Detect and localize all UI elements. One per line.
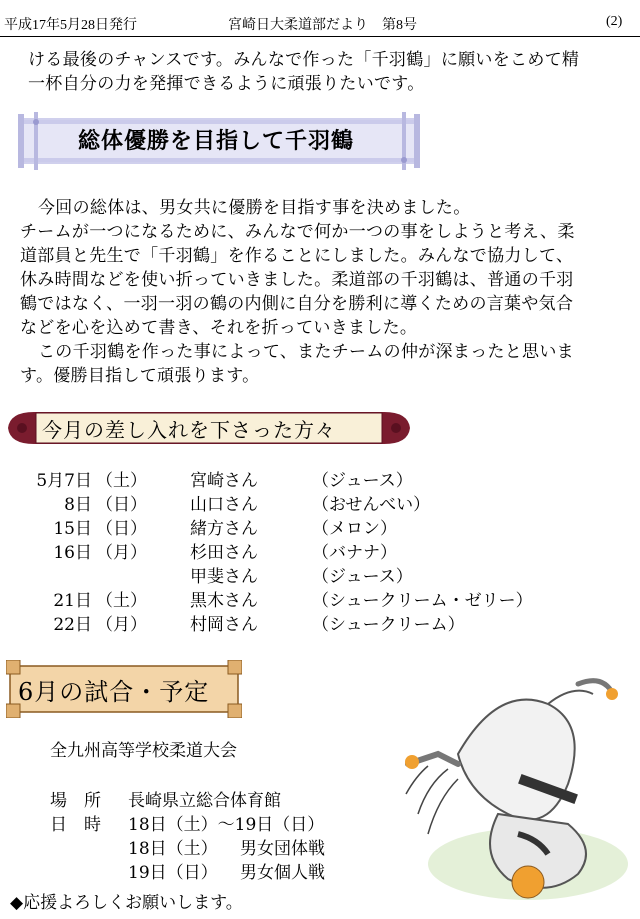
list-item: 15日 （日） 緒方さん （メロン）	[53, 519, 397, 539]
place-row: 場 所 長崎県立総合体育館	[50, 791, 281, 811]
issue-date: 平成17年5月28日発行	[4, 18, 137, 33]
judo-throw-illustration	[398, 664, 638, 914]
june-schedule-heading: 6月の試合・予定	[18, 678, 210, 706]
donations-heading: 今月の差し入れを下さった方々	[42, 418, 336, 442]
list-item: 21日 （土） 黒木さん （シュークリーム・ゼリー）	[53, 591, 533, 611]
event-schedule	[50, 786, 380, 882]
individual-event-row: 19日（日） 男女個人戦	[128, 863, 325, 883]
intro-paragraph	[20, 48, 630, 96]
page-number: (2)	[606, 14, 623, 29]
paragraph-line: 今回の総体は、男女共に優勝を目指す事を決めました。	[38, 198, 471, 218]
list-item: 甲斐さん （ジュース）	[190, 567, 413, 587]
newsletter-title: 宮崎日大柔道部だより 第8号	[228, 18, 417, 33]
closing-message: ◆応援よろしくお願いします。	[10, 893, 243, 913]
event-name: 全九州高等学校柔道大会	[50, 741, 237, 761]
donations-heading-banner	[8, 408, 410, 448]
intro-line-2: 一杯自分の力を発揮できるように頑張りたいです。	[28, 74, 425, 94]
header-rule	[0, 36, 640, 37]
intro-line-1: ける最後のチャンスです。みんなで作った「千羽鶴」に願いをこめて精	[28, 50, 580, 70]
paragraph-line: 道部員と先生で「千羽鶴」を作ることにしました。みんなで協力して、	[20, 246, 574, 266]
section-heading-senbazuru: 総体優勝を目指して千羽鶴	[78, 128, 355, 154]
team-event-row: 18日（土） 男女団体戦	[128, 839, 325, 859]
paragraph-line: す。優勝目指して頑張ります。	[20, 366, 260, 386]
judo-figures-graphic	[398, 664, 638, 914]
list-item: 22日 （月） 村岡さん （シュークリーム）	[53, 615, 465, 635]
section-heading-banner	[16, 112, 424, 170]
paragraph-line: 鶴ではなく、一羽一羽の鶴の内側に自分を勝利に導くための言葉や気合	[20, 294, 574, 314]
list-item: 16日 （月） 杉田さん （バナナ）	[53, 543, 397, 563]
time-row: 日 時 18日（土）～19日（日）	[50, 815, 325, 835]
list-item: 8日 （日） 山口さん （おせんべい）	[64, 495, 431, 515]
donations-list	[0, 466, 640, 634]
june-schedule-banner	[6, 660, 242, 718]
paragraph-line: この千羽鶴を作った事によって、またチームの仲が深まったと思いま	[38, 342, 574, 362]
senbazuru-paragraph	[20, 196, 630, 388]
paragraph-line: などを心を込めて書き、それを折っていきました。	[20, 318, 418, 338]
list-item: 5月7日 （土） 宮崎さん （ジュース）	[36, 471, 413, 491]
paragraph-line: 休み時間などを使い折っていきました。柔道部の千羽鶴は、普通の千羽	[20, 270, 574, 290]
paragraph-line: チームが一つになるために、みんなで何か一つの事をしようと考え、柔	[20, 222, 575, 242]
